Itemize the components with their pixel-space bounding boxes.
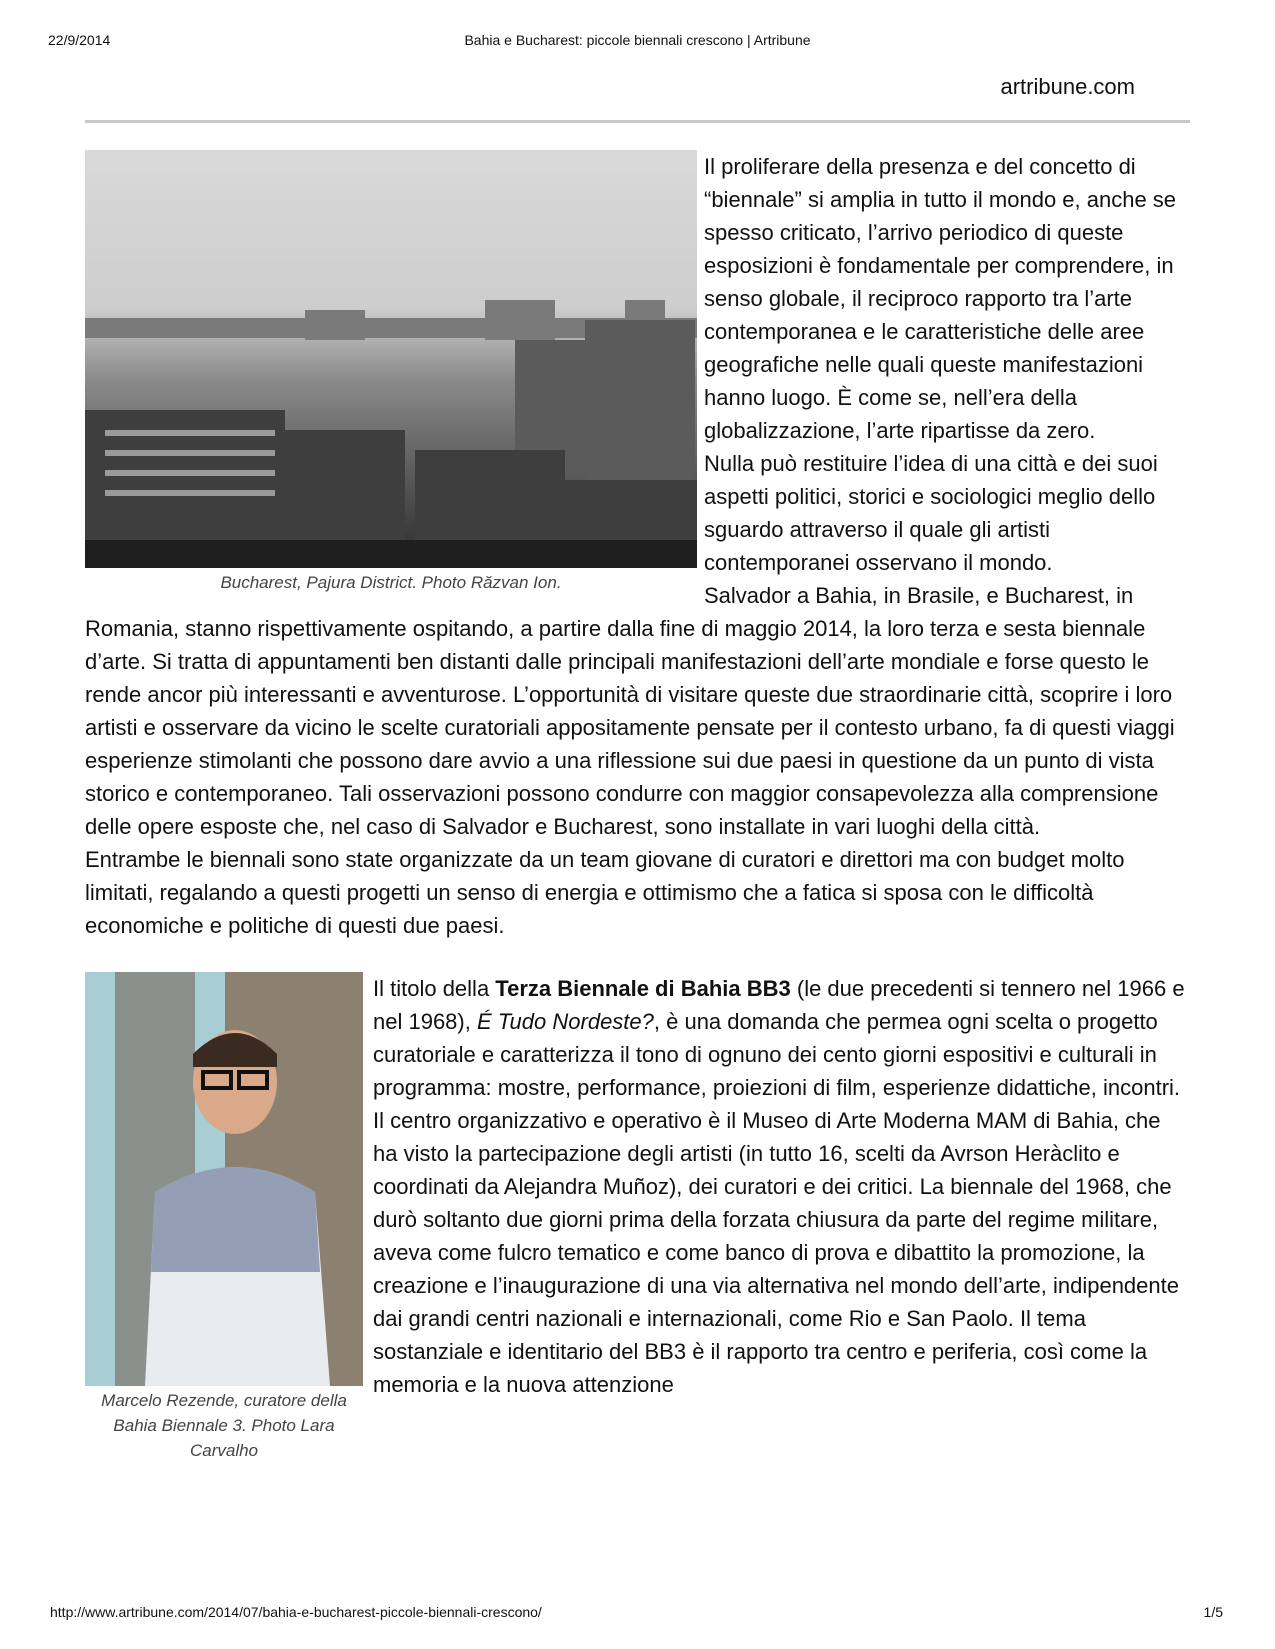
article-block-2: [85, 972, 1190, 1460]
intro-paragraph: Il proliferare della presenza e del concetto di “biennale” si amplia in tutto il mondo e, anche se spesso criticato, l’arrivo periodico di queste esposizioni è fondamentale per comprendere, in senso globale, il reciproco rapporto tra l’arte contemporanea e le caratteristiche delle aree geografiche nelle quali queste manifestazioni hanno luogo. È come se, nell’era della globalizzazione, l’arte ripartisse da zero.: [704, 154, 1177, 443]
rezende-figure: [85, 972, 363, 1463]
print-page-title: Bahia e Bucharest: piccole biennali crescono | Artribune: [464, 32, 811, 48]
print-page-number: 1/5: [1203, 1604, 1223, 1620]
header-divider: [85, 120, 1190, 123]
rezende-caption: Marcelo Rezende, curatore della Bahia Biennale 3. Photo Lara Carvalho: [101, 1391, 347, 1460]
budget-paragraph: Entrambe le biennali sono state organizzate da un team giovane di curatori e direttori ma con budget molto limitati, regalando a questi progetti un senso di energia e ottimismo che a fatica si sposa con le difficoltà economiche e politiche di questi due paesi.: [85, 847, 1125, 938]
print-date: 22/9/2014: [48, 32, 111, 48]
bucharest-city-photo: [85, 150, 697, 568]
bb3-lead-text: Il titolo della: [373, 976, 496, 1001]
city-skyline-illustration: [85, 150, 697, 568]
site-name[interactable]: artribune.com: [1000, 74, 1135, 99]
bb3-title-bold: Terza Biennale di Bahia BB3: [495, 976, 791, 1001]
salvador-bucharest-paragraph: Salvador a Bahia, in Brasile, e Bucharest, in Romania, stanno rispettivamente ospitando, a partire dalla fine di maggio 2014, la loro terza e sesta biennale d’arte. Si tratta di appuntamenti ben distanti dalle principali manifestazioni dell’arte mondiale e forse questo le rende ancor più interessanti e avventurose. L’opportunità di visitare queste due straordinarie città, scoprire i loro artisti e osservare da vicino le scelte curatoriali appositamente pensate per il contesto urbano, fa di questi viaggi esperienze stimolanti che possono dare avvio a una riflessione sui due paesi in questione da un punto di vista storico e contemporaneo. Tali osservazioni possono condurre con maggior consapevolezza alla comprensione delle opere esposte che, nel caso di Salvador e Bucharest, sono installate in vari luoghi della città.: [85, 583, 1175, 839]
bb3-mid-text: (le due precedenti si tennero nel 1966 e nel 1968),: [373, 976, 1185, 1034]
city-gaze-paragraph: Nulla può restituire l’idea di una città e dei suoi aspetti politici, storici e sociologici meglio dello sguardo attraverso il quale gli artisti contemporanei osservano il mondo.: [704, 451, 1158, 575]
portrait-illustration: [85, 972, 363, 1386]
bb3-rest-text: , è una domanda che permea ogni scelta o progetto curatoriale e caratterizza il tono di ognuno dei cento giorni espositivi e culturali in programma: mostre, performance, proiezioni di film, esperienze didattiche, incontri. Il centro organizzativo e operativo è il Museo di Arte Moderna MAM di Bahia, che ha visto la partecipazione degli artisti (in tutto 16, scelti da Avrson Heràclito e coordinati da Alejandra Muñoz), dei curatori e dei critici. La biennale del 1968, che durò soltanto due giorni prima della forzata chiusura da parte del regime militare, aveva come fulcro tematico e come banco di prova e dibattito la promozione, la creazione e l’inaugurazione di una via alternativa nel mondo dell’arte, indipendente dai grandi centri nazionali e internazionali, come Rio e San Paolo. Il tema sostanziale e identitario del BB3 è il rapporto tra centro e periferia, così come la memoria e la nuova attenzione: [373, 1009, 1181, 1397]
rezende-portrait-photo: [85, 972, 363, 1386]
article-body: [85, 150, 1190, 1463]
bb3-exhibition-title: É Tudo Nordeste?: [476, 1009, 654, 1034]
print-footer-url[interactable]: http://www.artribune.com/2014/07/bahia-e-bucharest-piccole-biennali-crescono/: [50, 1604, 542, 1620]
bucharest-caption: Bucharest, Pajura District. Photo Răzvan Ion.: [220, 573, 562, 592]
article-block-1: [85, 150, 1190, 942]
bucharest-figure: [85, 150, 697, 595]
